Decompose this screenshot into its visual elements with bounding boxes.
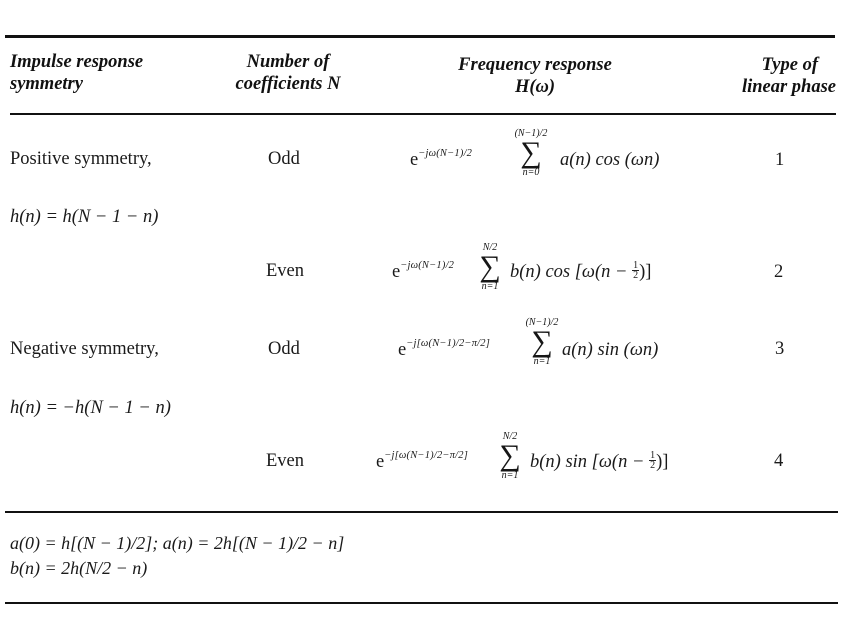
header-linear-phase-type-line1: Type of bbox=[761, 55, 818, 75]
row2-exp-base: e bbox=[392, 262, 401, 282]
header-num-coefficients-line2: coefficients N bbox=[235, 74, 341, 94]
row1-exp-base: e bbox=[410, 150, 419, 170]
row2-fraction bbox=[632, 261, 639, 280]
top-rule bbox=[5, 35, 835, 38]
row4-fraction bbox=[649, 451, 656, 470]
sigma-icon: ∑ bbox=[479, 250, 501, 283]
row4-term bbox=[530, 452, 668, 473]
header-bottom-rule bbox=[10, 113, 836, 115]
bottom-rule bbox=[5, 602, 838, 604]
row1-type: 1 bbox=[775, 150, 785, 170]
header-linear-phase-type-line2: linear phase bbox=[741, 77, 836, 97]
row1-n-parity: Odd bbox=[268, 149, 300, 169]
sigma-icon: ∑ bbox=[531, 325, 553, 358]
row1-frequency-response bbox=[410, 150, 472, 171]
row2-frac-num: 1 bbox=[633, 260, 639, 272]
row2-summation bbox=[470, 242, 510, 292]
sigma-icon: ∑ bbox=[499, 439, 521, 472]
row3-type: 3 bbox=[775, 339, 785, 359]
row3-term: a(n) sin (ωn) bbox=[562, 340, 659, 360]
row2-sum-upper: N/2 bbox=[482, 242, 498, 253]
row1-symmetry: Positive symmetry, bbox=[10, 149, 152, 169]
sigma-icon: ∑ bbox=[520, 136, 542, 169]
header-impulse-symmetry-line1: Impulse response bbox=[10, 52, 144, 72]
row4-frac-den: 2 bbox=[650, 460, 656, 472]
row4-exp-base: e bbox=[376, 452, 385, 472]
row4-n-parity: Even bbox=[266, 451, 305, 471]
header-frequency-response bbox=[430, 54, 640, 98]
footnote-top-rule bbox=[5, 511, 838, 513]
row3-exp-base: e bbox=[398, 340, 407, 360]
row3-frequency-response bbox=[398, 340, 490, 361]
row4-term-end: )] bbox=[656, 452, 669, 472]
row1-sum-upper: (N−1)/2 bbox=[514, 128, 548, 139]
row2-term bbox=[510, 262, 651, 283]
row2-sum-lower: n=1 bbox=[481, 281, 499, 292]
header-num-coefficients bbox=[222, 51, 354, 95]
row4-type: 4 bbox=[774, 451, 784, 471]
header-frequency-response-line2: H(ω) bbox=[514, 77, 556, 97]
row3-sum-lower: n=1 bbox=[533, 356, 551, 367]
row2-term-end: )] bbox=[639, 262, 652, 282]
row2-n-parity: Even bbox=[266, 261, 305, 281]
row3-sum-upper: (N−1)/2 bbox=[525, 317, 559, 328]
row3-summation bbox=[516, 317, 568, 367]
row2-exponent: −jω(N−1)/2 bbox=[400, 260, 455, 271]
row1-relation: h(n) = h(N − 1 − n) bbox=[10, 207, 159, 227]
row4-frac-num: 1 bbox=[650, 450, 656, 462]
row4-summation bbox=[490, 431, 530, 481]
header-num-coefficients-line1: Number of bbox=[246, 52, 330, 72]
row2-frac-den: 2 bbox=[633, 270, 639, 282]
row3-symmetry: Negative symmetry, bbox=[10, 339, 159, 359]
row2-term-main: b(n) cos [ω(n − bbox=[510, 262, 633, 282]
row2-frequency-response bbox=[392, 262, 454, 283]
header-linear-phase-type bbox=[728, 54, 836, 98]
footnote-a-coefficients: a(0) = h[(N − 1)/2]; a(n) = 2h[(N − 1)/2 − n] bbox=[10, 533, 345, 553]
row1-sum-lower: n=0 bbox=[522, 167, 540, 178]
row4-term-main: b(n) sin [ω(n − bbox=[530, 452, 650, 472]
footnote-b-coefficients: b(n) = 2h(N/2 − n) bbox=[10, 558, 148, 578]
row4-exponent: −j[ω(N−1)/2−π/2] bbox=[384, 450, 469, 461]
row4-sum-upper: N/2 bbox=[502, 431, 518, 442]
row1-summation bbox=[506, 128, 556, 178]
header-impulse-symmetry-line2: symmetry bbox=[10, 74, 83, 94]
row4-sum-lower: n=1 bbox=[501, 470, 519, 481]
row3-n-parity: Odd bbox=[268, 339, 300, 359]
row4-frequency-response bbox=[376, 452, 468, 473]
row3-relation: h(n) = −h(N − 1 − n) bbox=[10, 398, 171, 418]
row3-exponent: −j[ω(N−1)/2−π/2] bbox=[406, 338, 491, 349]
row1-exponent: −jω(N−1)/2 bbox=[418, 148, 473, 159]
row1-term: a(n) cos (ωn) bbox=[560, 150, 660, 170]
header-impulse-symmetry bbox=[10, 51, 143, 95]
row2-type: 2 bbox=[774, 262, 784, 282]
header-frequency-response-line1: Frequency response bbox=[458, 55, 612, 75]
